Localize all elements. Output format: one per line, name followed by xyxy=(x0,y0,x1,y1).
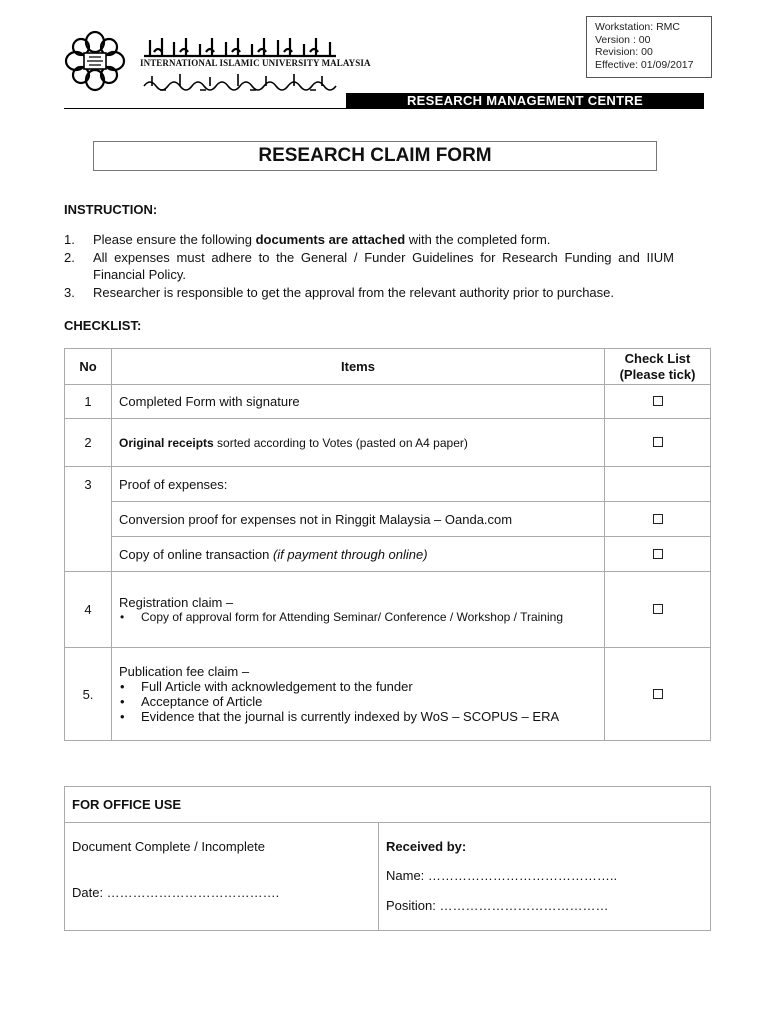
row-item-title: Registration claim – xyxy=(119,594,234,610)
row-item xyxy=(112,648,605,741)
table-row xyxy=(65,502,711,537)
tick-cell xyxy=(605,572,711,648)
table-row xyxy=(65,648,711,741)
tick-checkbox[interactable] xyxy=(653,549,663,559)
row-item xyxy=(112,572,605,648)
table-row xyxy=(65,385,711,419)
bullet-item: • Copy of approval form for Attending Seminar/ Conference / Workshop / Training xyxy=(120,609,563,624)
document-status: Document Complete / Incomplete xyxy=(72,839,265,854)
instruction-text: Researcher is responsible to get the approval from the relevant authority prior to purchase. xyxy=(93,284,614,300)
document-control-box xyxy=(586,16,712,78)
bullet-item: • Evidence that the journal is currently indexed by WoS – SCOPUS – ERA xyxy=(120,709,560,724)
row-item: Conversion proof for expenses not in Ringgit Malaysia – Oanda.com xyxy=(112,502,605,537)
tick-checkbox[interactable] xyxy=(653,689,663,699)
instruction-item xyxy=(64,231,674,249)
bullet-list xyxy=(119,679,598,724)
position-field: Position: ………………………………… xyxy=(386,898,609,913)
form-title: RESEARCH CLAIM FORM xyxy=(93,141,657,171)
tick-checkbox[interactable] xyxy=(653,396,663,406)
tick-checkbox[interactable] xyxy=(653,604,663,614)
row-number: 3 xyxy=(65,467,112,572)
office-header-row xyxy=(65,787,711,823)
col-header-checklist xyxy=(605,349,711,385)
date-field: Date: …………………………………. xyxy=(72,885,280,900)
row-item: Completed Form with signature xyxy=(112,385,605,419)
research-management-centre-banner: RESEARCH MANAGEMENT CENTRE xyxy=(346,93,704,109)
office-use-heading: FOR OFFICE USE xyxy=(65,787,711,823)
checklist-table xyxy=(64,348,711,741)
revision-text: Revision: 00 xyxy=(595,46,653,58)
table-row xyxy=(65,537,711,572)
row-number: 5. xyxy=(65,648,112,741)
emphasis-text: Original receipts xyxy=(119,435,214,450)
tick-cell xyxy=(605,648,711,741)
instruction-number: 3. xyxy=(64,284,75,300)
instruction-heading: INSTRUCTION: xyxy=(64,202,158,217)
tick-cell xyxy=(605,419,711,467)
row-item: Proof of expenses: xyxy=(112,467,605,502)
instruction-number: 2. xyxy=(64,249,75,265)
received-by-label: Received by: xyxy=(386,839,467,854)
office-body-row xyxy=(65,823,711,931)
arabic-university-name-logotype xyxy=(140,34,340,60)
italic-note: (if payment through online) xyxy=(272,546,428,562)
version-text: Version : 00 xyxy=(595,33,651,46)
instruction-text: All expenses must adhere to the General / Funder Guidelines for Research Funding and IIUM Financial Policy. xyxy=(93,249,674,282)
row-number: 4 xyxy=(65,572,112,648)
effective-date-text: Effective: 01/09/2017 xyxy=(595,58,694,71)
iium-logo-emblem xyxy=(64,30,126,92)
instruction-text: Please ensure the following documents are attached with the completed form. xyxy=(93,232,551,247)
col-header-no: No xyxy=(65,349,112,385)
tick-checkbox[interactable] xyxy=(653,437,663,447)
bullet-item: • Full Article with acknowledgement to the funder xyxy=(120,679,413,694)
row-item: Copy of online transaction (if payment through online) xyxy=(112,537,605,572)
workstation-text: Workstation: RMC xyxy=(595,21,680,33)
instruction-list xyxy=(64,231,674,301)
row-item: Original receipts sorted according to Votes (pasted on A4 paper) xyxy=(112,419,605,467)
table-row xyxy=(65,419,711,467)
col-header-items: Items xyxy=(112,349,605,385)
checklist-heading: CHECKLIST: xyxy=(64,318,142,333)
tick-cell xyxy=(605,385,711,419)
office-status-cell xyxy=(65,823,379,931)
tick-cell-empty xyxy=(605,467,711,502)
office-use-table xyxy=(64,786,711,931)
row-number: 2 xyxy=(65,419,112,467)
checklist-header-line2: (Please tick) xyxy=(619,366,696,382)
header-divider xyxy=(64,108,704,109)
tick-cell xyxy=(605,502,711,537)
instruction-item xyxy=(64,249,674,284)
malay-jawi-university-name-logotype xyxy=(140,70,340,92)
instruction-item xyxy=(64,284,674,302)
emphasis-text: documents are attached xyxy=(255,232,406,247)
table-row xyxy=(65,572,711,648)
name-field: Name: …………………………………….. xyxy=(386,868,618,883)
table-header-row xyxy=(65,349,711,385)
table-row xyxy=(65,467,711,502)
checklist-header-line1: Check List xyxy=(624,350,691,366)
tick-checkbox[interactable] xyxy=(653,514,663,524)
university-name: INTERNATIONAL ISLAMIC UNIVERSITY MALAYSIA xyxy=(140,58,371,68)
instruction-number: 1. xyxy=(64,232,75,247)
office-received-cell xyxy=(379,823,711,931)
row-number: 1 xyxy=(65,385,112,419)
bullet-list xyxy=(119,610,598,625)
tick-cell xyxy=(605,537,711,572)
bullet-item: • Acceptance of Article xyxy=(120,694,263,709)
row-item-title: Publication fee claim – xyxy=(119,664,250,679)
